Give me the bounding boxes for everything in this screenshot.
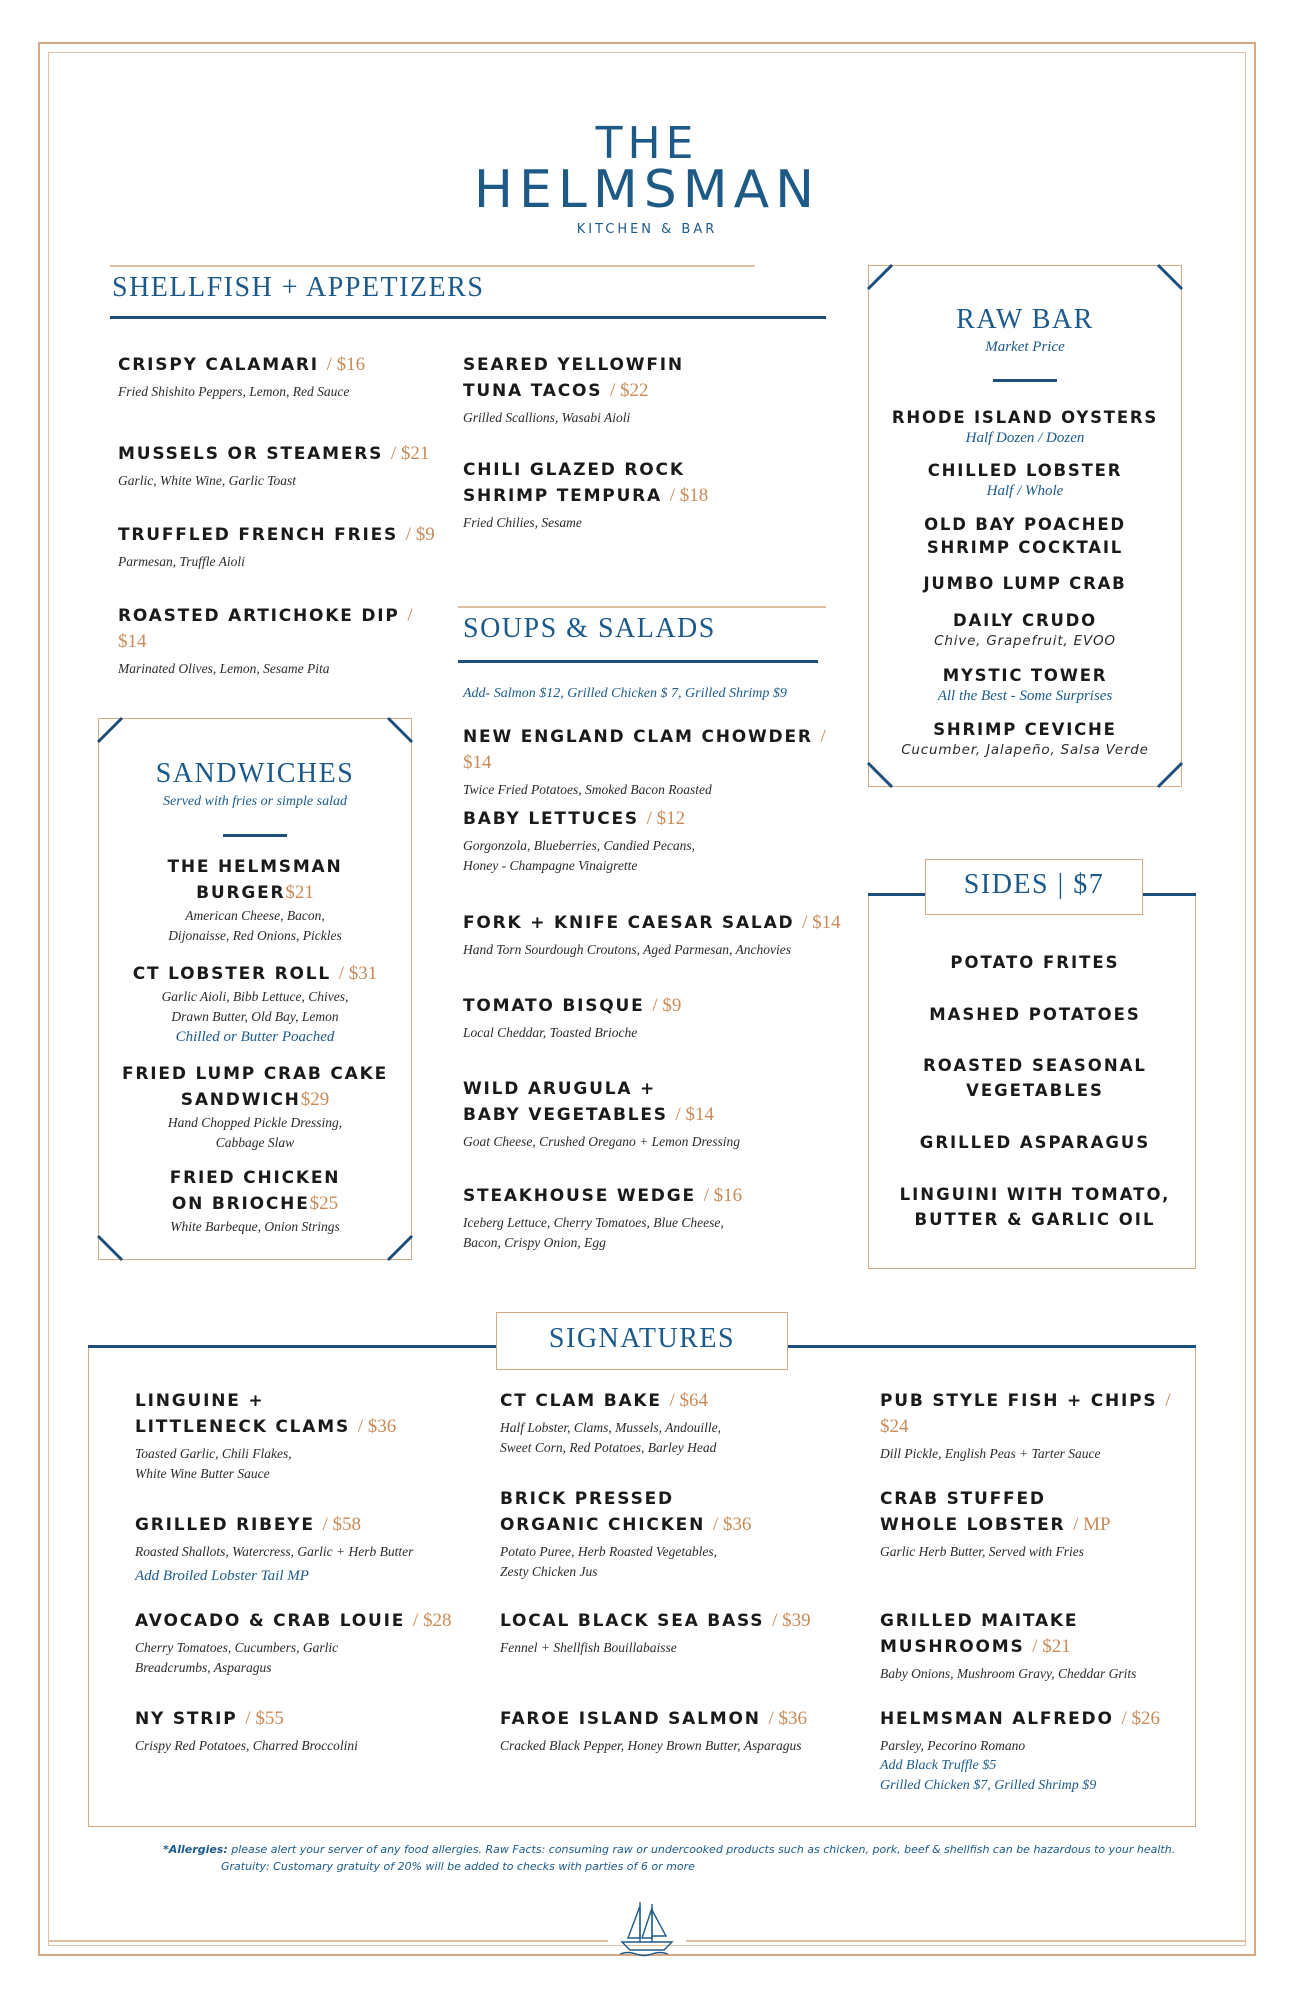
sandwich-item: CT LOBSTER ROLL / $31 Garlic Aioli, Bibb Lettuce, Chives, Drawn Butter, Old Bay, Lemon Chilled or Butter Poached (132, 963, 378, 1045)
sandwiches-divider (223, 834, 287, 837)
soups-title: SOUPS & SALADS (463, 613, 716, 644)
raw-bar-item: OLD BAY POACHED SHRIMP COCKTAIL (924, 515, 1126, 557)
raw-bar-item: RHODE ISLAND OYSTERS Half Dozen / Dozen (891, 408, 1159, 446)
signature-item: AVOCADO & CRAB LOUIE / $28 Cherry Tomatoes, Cucumbers, Garlic Breadcrumbs, Asparagus (135, 1610, 452, 1675)
signature-item: HELMSMAN ALFREDO / $26 Parsley, Pecorino Romano Add Black Truffle $5 Grilled Chicken $7, Grilled Shrimp $9 (880, 1708, 1160, 1793)
signature-item: NY STRIP / $55 Crispy Red Potatoes, Charred Broccolini (135, 1708, 358, 1753)
sandwich-item: THE HELMSMAN BURGER$21 American Cheese, Bacon, Dijonaisse, Red Onions, Pickles (167, 857, 343, 943)
raw-bar-item: JUMBO LUMP CRAB (923, 574, 1127, 593)
gratuity-note: Gratuity: Customary gratuity of 20% will be added to checks with parties of 6 or more (221, 1860, 695, 1873)
footer-rule-right (686, 1940, 1246, 1942)
logo-helmsman: HELMSMAN (473, 160, 821, 220)
menu-item: TOMATO BISQUE / $9 Local Cheddar, Toasted Brioche (463, 995, 682, 1040)
soups-addons: Add- Salmon $12, Grilled Chicken $ 7, Grilled Shrimp $9 (463, 686, 787, 701)
raw-bar-subtitle: Market Price (985, 339, 1065, 355)
sandwich-item: FRIED LUMP CRAB CAKE SANDWICH$29 Hand Chopped Pickle Dressing, Cabbage Slaw (121, 1064, 388, 1150)
shellfish-top-rule (110, 265, 755, 267)
allergy-note: *Allergies: please alert your server of any food allergies. Raw Facts: consuming raw or undercooked products such as chicken, pork, beef & shellfish can be hazardous to your health. (163, 1843, 1176, 1856)
signature-item: CT CLAM BAKE / $64 Half Lobster, Clams, Mussels, Andouille, Sweet Corn, Red Potatoes, Barley Head (500, 1390, 722, 1455)
sailing-ship-icon (618, 1898, 676, 1958)
menu-item: ROASTED ARTICHOKE DIP / $14 Marinated Olives, Lemon, Sesame Pita (118, 605, 413, 676)
signature-item: FAROE ISLAND SALMON / $36 Cracked Black Pepper, Honey Brown Butter, Asparagus (500, 1708, 807, 1753)
signature-item: GRILLED RIBEYE / $58 Roasted Shallots, Watercress, Garlic + Herb Butter Add Broiled Lobster Tail MP (135, 1514, 414, 1584)
sandwiches-title: SANDWICHES (155, 758, 355, 789)
soups-top-rule (458, 606, 826, 608)
menu-item: NEW ENGLAND CLAM CHOWDER / $14 Twice Fried Potatoes, Smoked Bacon Roasted (463, 726, 826, 797)
signature-item: LOCAL BLACK SEA BASS / $39 Fennel + Shellfish Bouillabaisse (500, 1610, 811, 1655)
shellfish-underline (110, 316, 826, 319)
soups-underline (458, 660, 818, 663)
logo-tagline: KITCHEN & BAR (576, 222, 718, 237)
side-item: BUTTER & GARLIC OIL (914, 1210, 1156, 1229)
signature-item: CRAB STUFFED WHOLE LOBSTER / MP Garlic Herb Butter, Served with Fries (880, 1489, 1111, 1559)
shellfish-title: SHELLFISH + APPETIZERS (112, 272, 485, 303)
menu-item: MUSSELS OR STEAMERS / $21 Garlic, White Wine, Garlic Toast (118, 443, 430, 488)
signature-item: BRICK PRESSED ORGANIC CHICKEN / $36 Potato Puree, Herb Roasted Vegetables, Zesty Chicken Jus (500, 1489, 752, 1579)
sides-title: SIDES | $7 (963, 869, 1105, 900)
logo-the: THE (595, 118, 699, 169)
menu-item: WILD ARUGULA + BABY VEGETABLES / $14 Goat Cheese, Crushed Oregano + Lemon Dressing (463, 1079, 740, 1149)
side-item: VEGETABLES (966, 1081, 1104, 1100)
side-item: GRILLED ASPARAGUS (919, 1133, 1151, 1152)
signature-item: GRILLED MAITAKE MUSHROOMS / $21 Baby Onions, Mushroom Gravy, Cheddar Grits (880, 1611, 1137, 1681)
raw-bar-item: MYSTIC TOWER All the Best - Some Surprises (937, 666, 1113, 704)
signatures-title: SIGNATURES (548, 1323, 736, 1354)
signature-item: LINGUINE + LITTLENECK CLAMS / $36 Toasted Garlic, Chili Flakes, White Wine Butter Sauce (135, 1391, 397, 1481)
menu-item: BABY LETTUCES / $12 Gorgonzola, Blueberries, Candied Pecans, Honey - Champagne Vinaigrette (463, 808, 695, 873)
footer-rule-left (48, 1940, 608, 1942)
menu-item: TRUFFLED FRENCH FRIES / $9 Parmesan, Truffle Aioli (118, 524, 435, 569)
side-item: ROASTED SEASONAL (923, 1056, 1147, 1075)
signature-item: PUB STYLE FISH + CHIPS / $24 Dill Pickle, English Peas + Tarter Sauce (880, 1390, 1171, 1461)
side-item: MASHED POTATOES (929, 1005, 1141, 1024)
raw-bar-item: CHILLED LOBSTER Half / Whole (927, 461, 1123, 499)
raw-bar-title: RAW BAR (956, 304, 1094, 335)
menu-item: CRISPY CALAMARI / $16 Fried Shishito Peppers, Lemon, Red Sauce (118, 354, 366, 399)
sandwiches-subtitle: Served with fries or simple salad (163, 794, 347, 809)
raw-bar-item: DAILY CRUDO Chive, Grapefruit, EVOO (934, 611, 1116, 649)
menu-item: CHILI GLAZED ROCK SHRIMP TEMPURA / $18 Fried Chilies, Sesame (463, 460, 709, 530)
menu-item: SEARED YELLOWFIN TUNA TACOS / $22 Grilled Scallions, Wasabi Aioli (463, 355, 684, 425)
side-item: LINGUINI WITH TOMATO, (899, 1185, 1171, 1204)
raw-bar-divider (993, 379, 1057, 382)
raw-bar-item: SHRIMP CEVICHE Cucumber, Jalapeño, Salsa Verde (901, 720, 1149, 758)
sandwich-item: FRIED CHICKEN ON BRIOCHE$25 White Barbeque, Onion Strings (169, 1168, 341, 1234)
menu-item: STEAKHOUSE WEDGE / $16 Iceberg Lettuce, Cherry Tomatoes, Blue Cheese, Bacon, Crispy Onion, Egg (463, 1185, 743, 1250)
side-item: POTATO FRITES (950, 953, 1120, 972)
menu-item: FORK + KNIFE CAESAR SALAD / $14 Hand Torn Sourdough Croutons, Aged Parmesan, Anchovies (463, 912, 841, 957)
